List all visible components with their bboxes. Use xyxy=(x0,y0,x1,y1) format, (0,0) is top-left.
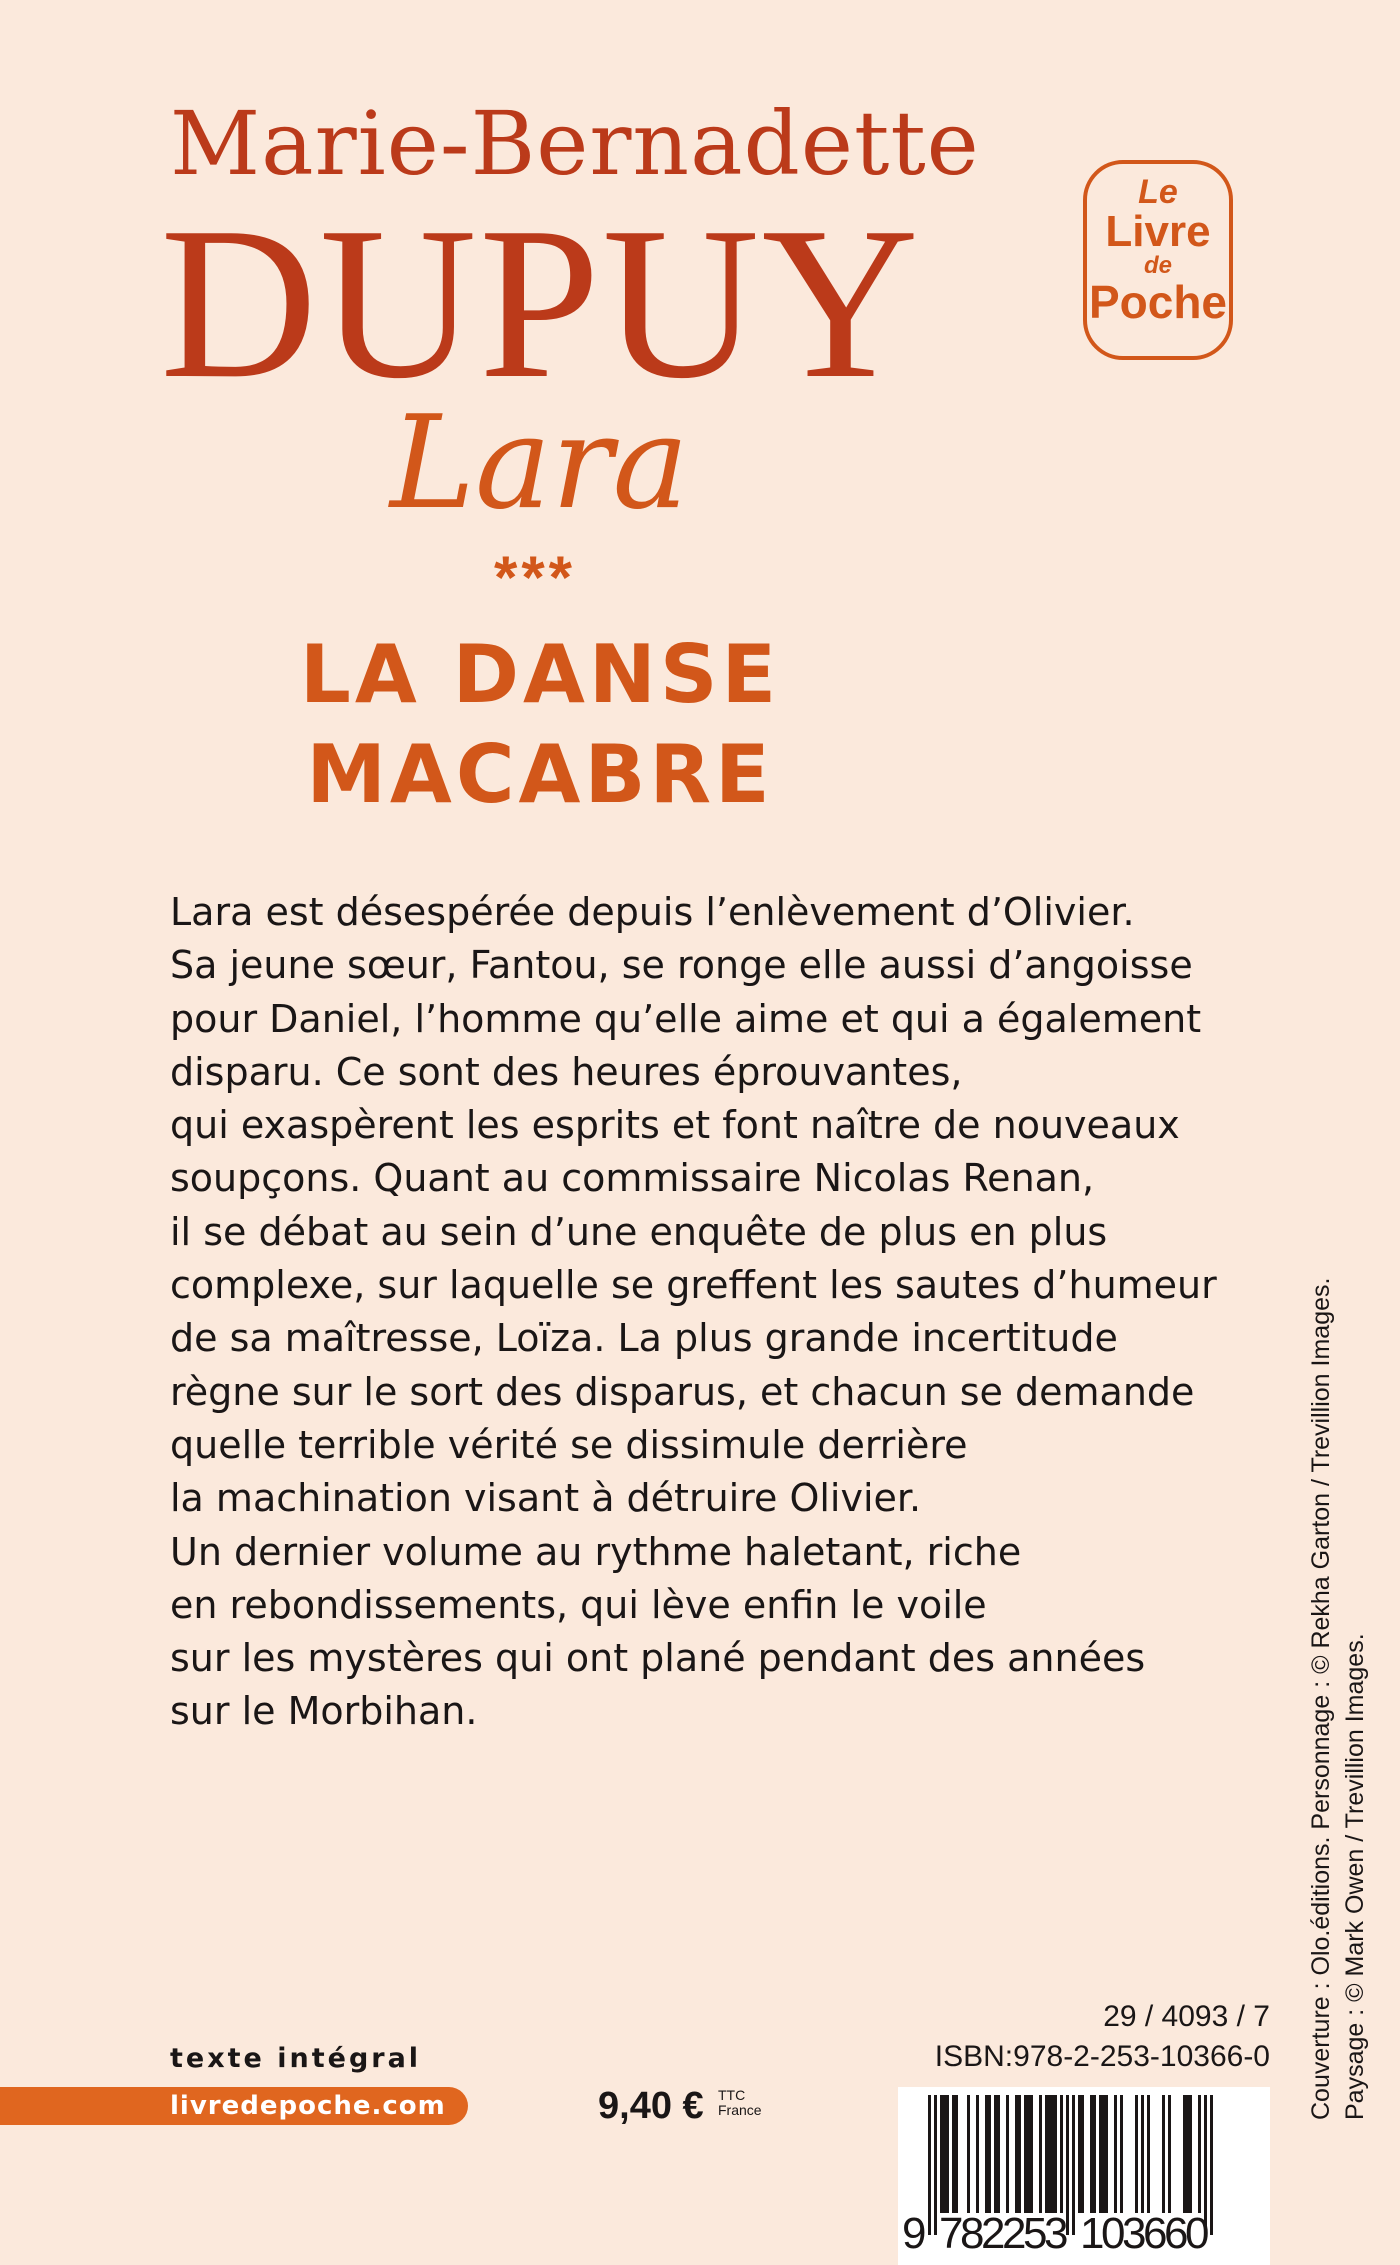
logo-text-livre: Livre xyxy=(1105,207,1211,256)
barcode-digits xyxy=(898,2209,1270,2259)
tome-marker: *** xyxy=(493,544,577,611)
blurb-line: il se débat au sein d’une enquête de plus en plus xyxy=(170,1209,1108,1254)
price-note-france: France xyxy=(718,2102,762,2118)
barcode-digit: 5 xyxy=(1023,2209,1048,2258)
barcode-digit: 6 xyxy=(1143,2209,1168,2258)
barcode-digit: 9 xyxy=(902,2209,927,2258)
blurb-line: soupçons. Quant au commissaire Nicolas Renan, xyxy=(170,1156,1095,1201)
barcode-bar xyxy=(1039,2095,1042,2213)
blurb-line: Un dernier volume au rythme haletant, riche xyxy=(170,1529,1022,1574)
credits-line: Paysage : © Mark Owen / Trevillion Images. xyxy=(1341,1633,1369,2120)
barcode-digit: 1 xyxy=(1080,2209,1105,2258)
blurb-line: en rebondissements, qui lève enfin le voile xyxy=(170,1582,987,1627)
barcode-bar xyxy=(1027,2095,1030,2213)
barcode-bar xyxy=(943,2095,946,2213)
barcode-digit: 2 xyxy=(1002,2209,1027,2258)
barcode-bar xyxy=(1090,2095,1093,2213)
barcode-bar xyxy=(1078,2095,1081,2213)
website-link[interactable]: livredepoche.com xyxy=(170,2091,446,2121)
price-note-ttc: TTC xyxy=(718,2087,746,2103)
barcode-bar xyxy=(955,2095,958,2213)
barcode-bar xyxy=(1081,2095,1084,2213)
barcode-bar xyxy=(1147,2095,1150,2213)
blurb-line: sur le Morbihan. xyxy=(170,1689,478,1734)
barcode-bar xyxy=(1030,2095,1033,2213)
barcode-bar xyxy=(994,2095,997,2213)
isbn: ISBN:978-2-253-10366-0 xyxy=(934,2040,1270,2073)
barcode-digit: 8 xyxy=(960,2209,985,2258)
blurb-line: règne sur le sort des disparus, et chacun se demande xyxy=(170,1369,1195,1414)
barcode-bar xyxy=(976,2095,979,2213)
barcode-bar xyxy=(940,2095,943,2213)
barcode-bar xyxy=(988,2095,991,2213)
blurb-line: Lara est désespérée depuis l’enlèvement d’Olivier. xyxy=(170,890,1135,934)
catalog-code: 29 / 4093 / 7 xyxy=(1103,2000,1270,2033)
blurb-line: quelle terrible vérité se dissimule derrière xyxy=(170,1422,968,1467)
logo-text-poche: Poche xyxy=(1088,276,1228,328)
texte-integral-label: texte intégral xyxy=(170,2043,422,2074)
author-first-name: Marie-Bernadette xyxy=(170,92,980,195)
logo-text-de: de xyxy=(1143,252,1172,279)
barcode-digit: 3 xyxy=(1122,2209,1147,2258)
barcode-bar xyxy=(1114,2095,1117,2213)
blurb-line: la machination visant à détruire Olivier. xyxy=(170,1476,922,1521)
barcode-bar xyxy=(1102,2095,1105,2213)
barcode-bar xyxy=(1099,2095,1102,2213)
barcode-bar xyxy=(952,2095,955,2213)
blurb-line: disparu. Ce sont des heures éprouvantes, xyxy=(170,1049,963,1094)
barcode-bar xyxy=(1093,2095,1096,2213)
barcode-digit: 7 xyxy=(939,2209,964,2258)
barcode-bar xyxy=(1162,2095,1165,2213)
barcode-bar xyxy=(1198,2095,1201,2213)
barcode xyxy=(898,2087,1270,2265)
publisher-logo xyxy=(1083,160,1233,360)
price: 9,40 € xyxy=(598,2085,704,2127)
barcode-bar xyxy=(1054,2095,1057,2213)
barcode-bar xyxy=(1045,2095,1048,2213)
barcode-bar xyxy=(1060,2095,1063,2213)
logo-text-le: Le xyxy=(1138,173,1178,211)
blurb-line: complexe, sur laquelle se greffent les sautes d’humeur xyxy=(170,1263,1217,1308)
barcode-digit: 0 xyxy=(1185,2209,1210,2258)
barcode-bar xyxy=(1024,2095,1027,2213)
barcode-bar xyxy=(1168,2095,1171,2213)
barcode-digit: 0 xyxy=(1101,2209,1126,2258)
barcode-bar xyxy=(1183,2095,1186,2213)
barcode-bar xyxy=(985,2095,988,2213)
barcode-digit: 6 xyxy=(1164,2209,1189,2258)
barcode-bar xyxy=(1006,2095,1009,2213)
barcode-bar xyxy=(1141,2095,1144,2213)
barcode-digit: 3 xyxy=(1044,2209,1069,2258)
barcode-bar xyxy=(997,2095,1000,2213)
barcode-bar xyxy=(1186,2095,1189,2213)
back-cover-blurb xyxy=(170,886,1230,1739)
blurb-line: pour Daniel, l’homme qu’elle aime et qui a également xyxy=(170,996,1202,1041)
blurb-line: qui exaspèrent les esprits et font naître de nouveaux xyxy=(170,1103,1180,1148)
subtitle-line: MACABRE xyxy=(306,728,774,821)
subtitle-line: LA DANSE xyxy=(299,628,781,721)
barcode-bar xyxy=(1048,2095,1051,2213)
credits-line: Couverture : Olo.éditions. Personnage : © Rekha Garton / Trevillion Images. xyxy=(1307,1277,1335,2120)
barcode-bar xyxy=(1120,2095,1123,2213)
barcode-bar xyxy=(946,2095,949,2213)
blurb-line: de sa maîtresse, Loïza. La plus grande incertitude xyxy=(170,1316,1118,1361)
blurb-line: Sa jeune sœur, Fantou, se ronge elle aussi d’angoisse xyxy=(170,943,1193,988)
barcode-bar xyxy=(1051,2095,1054,2213)
barcode-digit: 2 xyxy=(981,2209,1006,2258)
price-note xyxy=(718,2088,778,2118)
series-title: Lara xyxy=(390,389,689,538)
cover-credits xyxy=(1304,1277,1384,2120)
barcode-bar xyxy=(1105,2095,1108,2213)
barcode-bar xyxy=(1018,2095,1021,2213)
blurb-line: sur les mystères qui ont plané pendant des années xyxy=(170,1636,1146,1681)
barcode-bar xyxy=(1135,2095,1138,2213)
book-subtitle xyxy=(280,625,800,825)
barcode-bar xyxy=(967,2095,970,2213)
author-last-name: DUPUY xyxy=(160,183,921,424)
barcode-bar xyxy=(1015,2095,1018,2213)
barcode-bar xyxy=(1189,2095,1192,2213)
